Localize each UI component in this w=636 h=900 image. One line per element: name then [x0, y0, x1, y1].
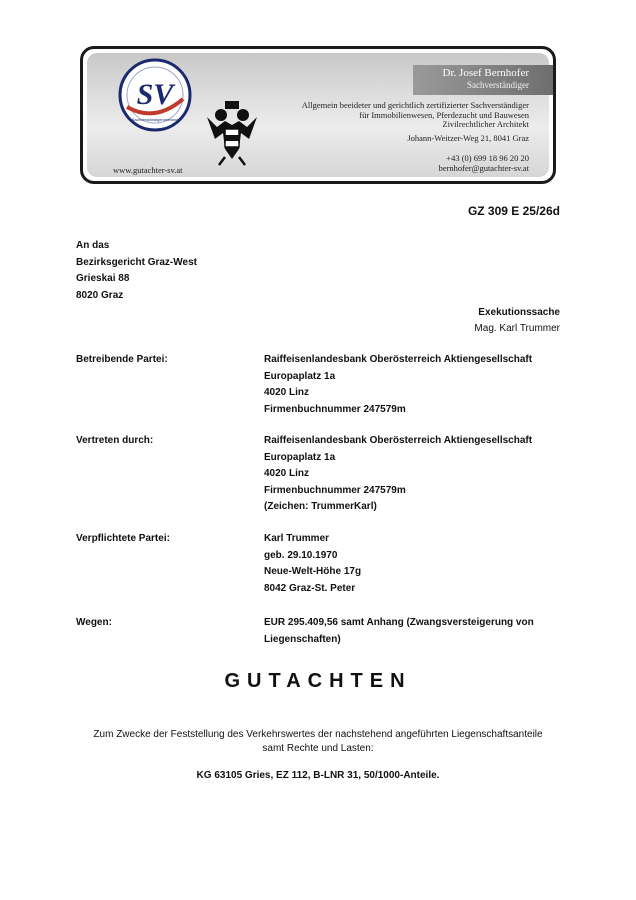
- party-line: (Zeichen: TrummerKarl): [264, 501, 377, 512]
- intro-line: samt Rechte und Lasten:: [262, 743, 374, 754]
- party-row: [76, 531, 566, 597]
- letterhead-subtitle: Sachverständiger: [467, 80, 529, 90]
- party-value: [264, 615, 566, 648]
- party-value: [264, 433, 566, 516]
- party-row: [76, 433, 566, 516]
- letterhead-address: Johann-Weitzer-Weg 21, 8041 Graz: [407, 133, 529, 143]
- letterhead: [80, 46, 556, 184]
- letterhead-email: bernhofer@gutachter-sv.at: [438, 163, 529, 173]
- party-line: Firmenbuchnummer 247579m: [264, 484, 406, 496]
- party-label: Vertreten durch:: [76, 435, 154, 446]
- intro-text: [76, 728, 560, 756]
- party-line: 8042 Graz-St. Peter: [264, 582, 356, 594]
- letterhead-description-line: für Immobilienwesen, Pferdezucht und Bauwesen: [359, 109, 529, 120]
- sv-logo-text: SV: [136, 78, 174, 111]
- recipient-line: Bezirksgericht Graz-West: [76, 256, 197, 268]
- letterhead-contact: [439, 153, 529, 173]
- party-row: [76, 615, 566, 648]
- recipient-line: Grieskai 88: [76, 273, 130, 284]
- party-line: Firmenbuchnummer 247579m: [264, 403, 406, 415]
- party-label: Wegen:: [76, 617, 112, 628]
- sv-logo: [117, 57, 193, 133]
- party-label: Verpflichtete Partei:: [76, 533, 170, 544]
- property-reference: KG 63105 Gries, EZ 112, B-LNR 31, 50/1000-Anteile.: [196, 770, 440, 781]
- letterhead-phone: +43 (0) 699 18 96 20 20: [446, 153, 529, 163]
- intro-line: Zum Zwecke der Feststellung des Verkehrswertes der nachstehend angeführten Liegenschaftsanteile: [93, 729, 543, 740]
- party-line: Neue-Welt-Höhe 17g: [264, 566, 362, 577]
- party-line: Raiffeisenlandesbank Oberösterreich Aktiengesellschaft: [264, 354, 533, 365]
- recipient-address: [76, 238, 197, 304]
- party-line: Karl Trummer: [264, 533, 330, 544]
- party-line: Liegenschaften): [264, 633, 341, 645]
- sv-logo-ring-text: Sachverständigenverband: [131, 117, 179, 122]
- party-line: Europaplatz 1a: [264, 370, 336, 382]
- party-line: 4020 Linz: [264, 468, 310, 479]
- letterhead-description: [249, 101, 529, 130]
- party-line: Raiffeisenlandesbank Oberösterreich Aktiengesellschaft: [264, 435, 533, 446]
- letterhead-description-line: Allgemein beeideter und gerichtlich zertifizierter Sachverständiger: [301, 100, 529, 110]
- party-value: [264, 352, 566, 418]
- letterhead-website: www.gutachter-sv.at: [113, 165, 183, 175]
- party-line: 4020 Linz: [264, 387, 310, 398]
- party-label: Betreibende Partei:: [76, 354, 168, 365]
- matter-title: Exekutionssache: [478, 307, 560, 318]
- document-title: GUTACHTEN: [224, 670, 412, 692]
- party-line: Europaplatz 1a: [264, 451, 336, 463]
- matter-person: Mag. Karl Trummer: [474, 323, 560, 334]
- case-number: GZ 309 E 25/26d: [467, 204, 560, 218]
- party-value: [264, 531, 566, 597]
- matter-block: [474, 305, 560, 337]
- party-line: EUR 295.409,56 samt Anhang (Zwangsversteigerung von: [264, 617, 534, 628]
- recipient-line: An das: [76, 240, 110, 251]
- letterhead-description-line: Zivilrechtlicher Architekt: [442, 119, 529, 129]
- party-line: geb. 29.10.1970: [264, 549, 338, 561]
- letterhead-name: Dr. Josef Bernhofer: [442, 67, 529, 79]
- recipient-line: 8020 Graz: [76, 289, 124, 301]
- party-row: [76, 352, 566, 418]
